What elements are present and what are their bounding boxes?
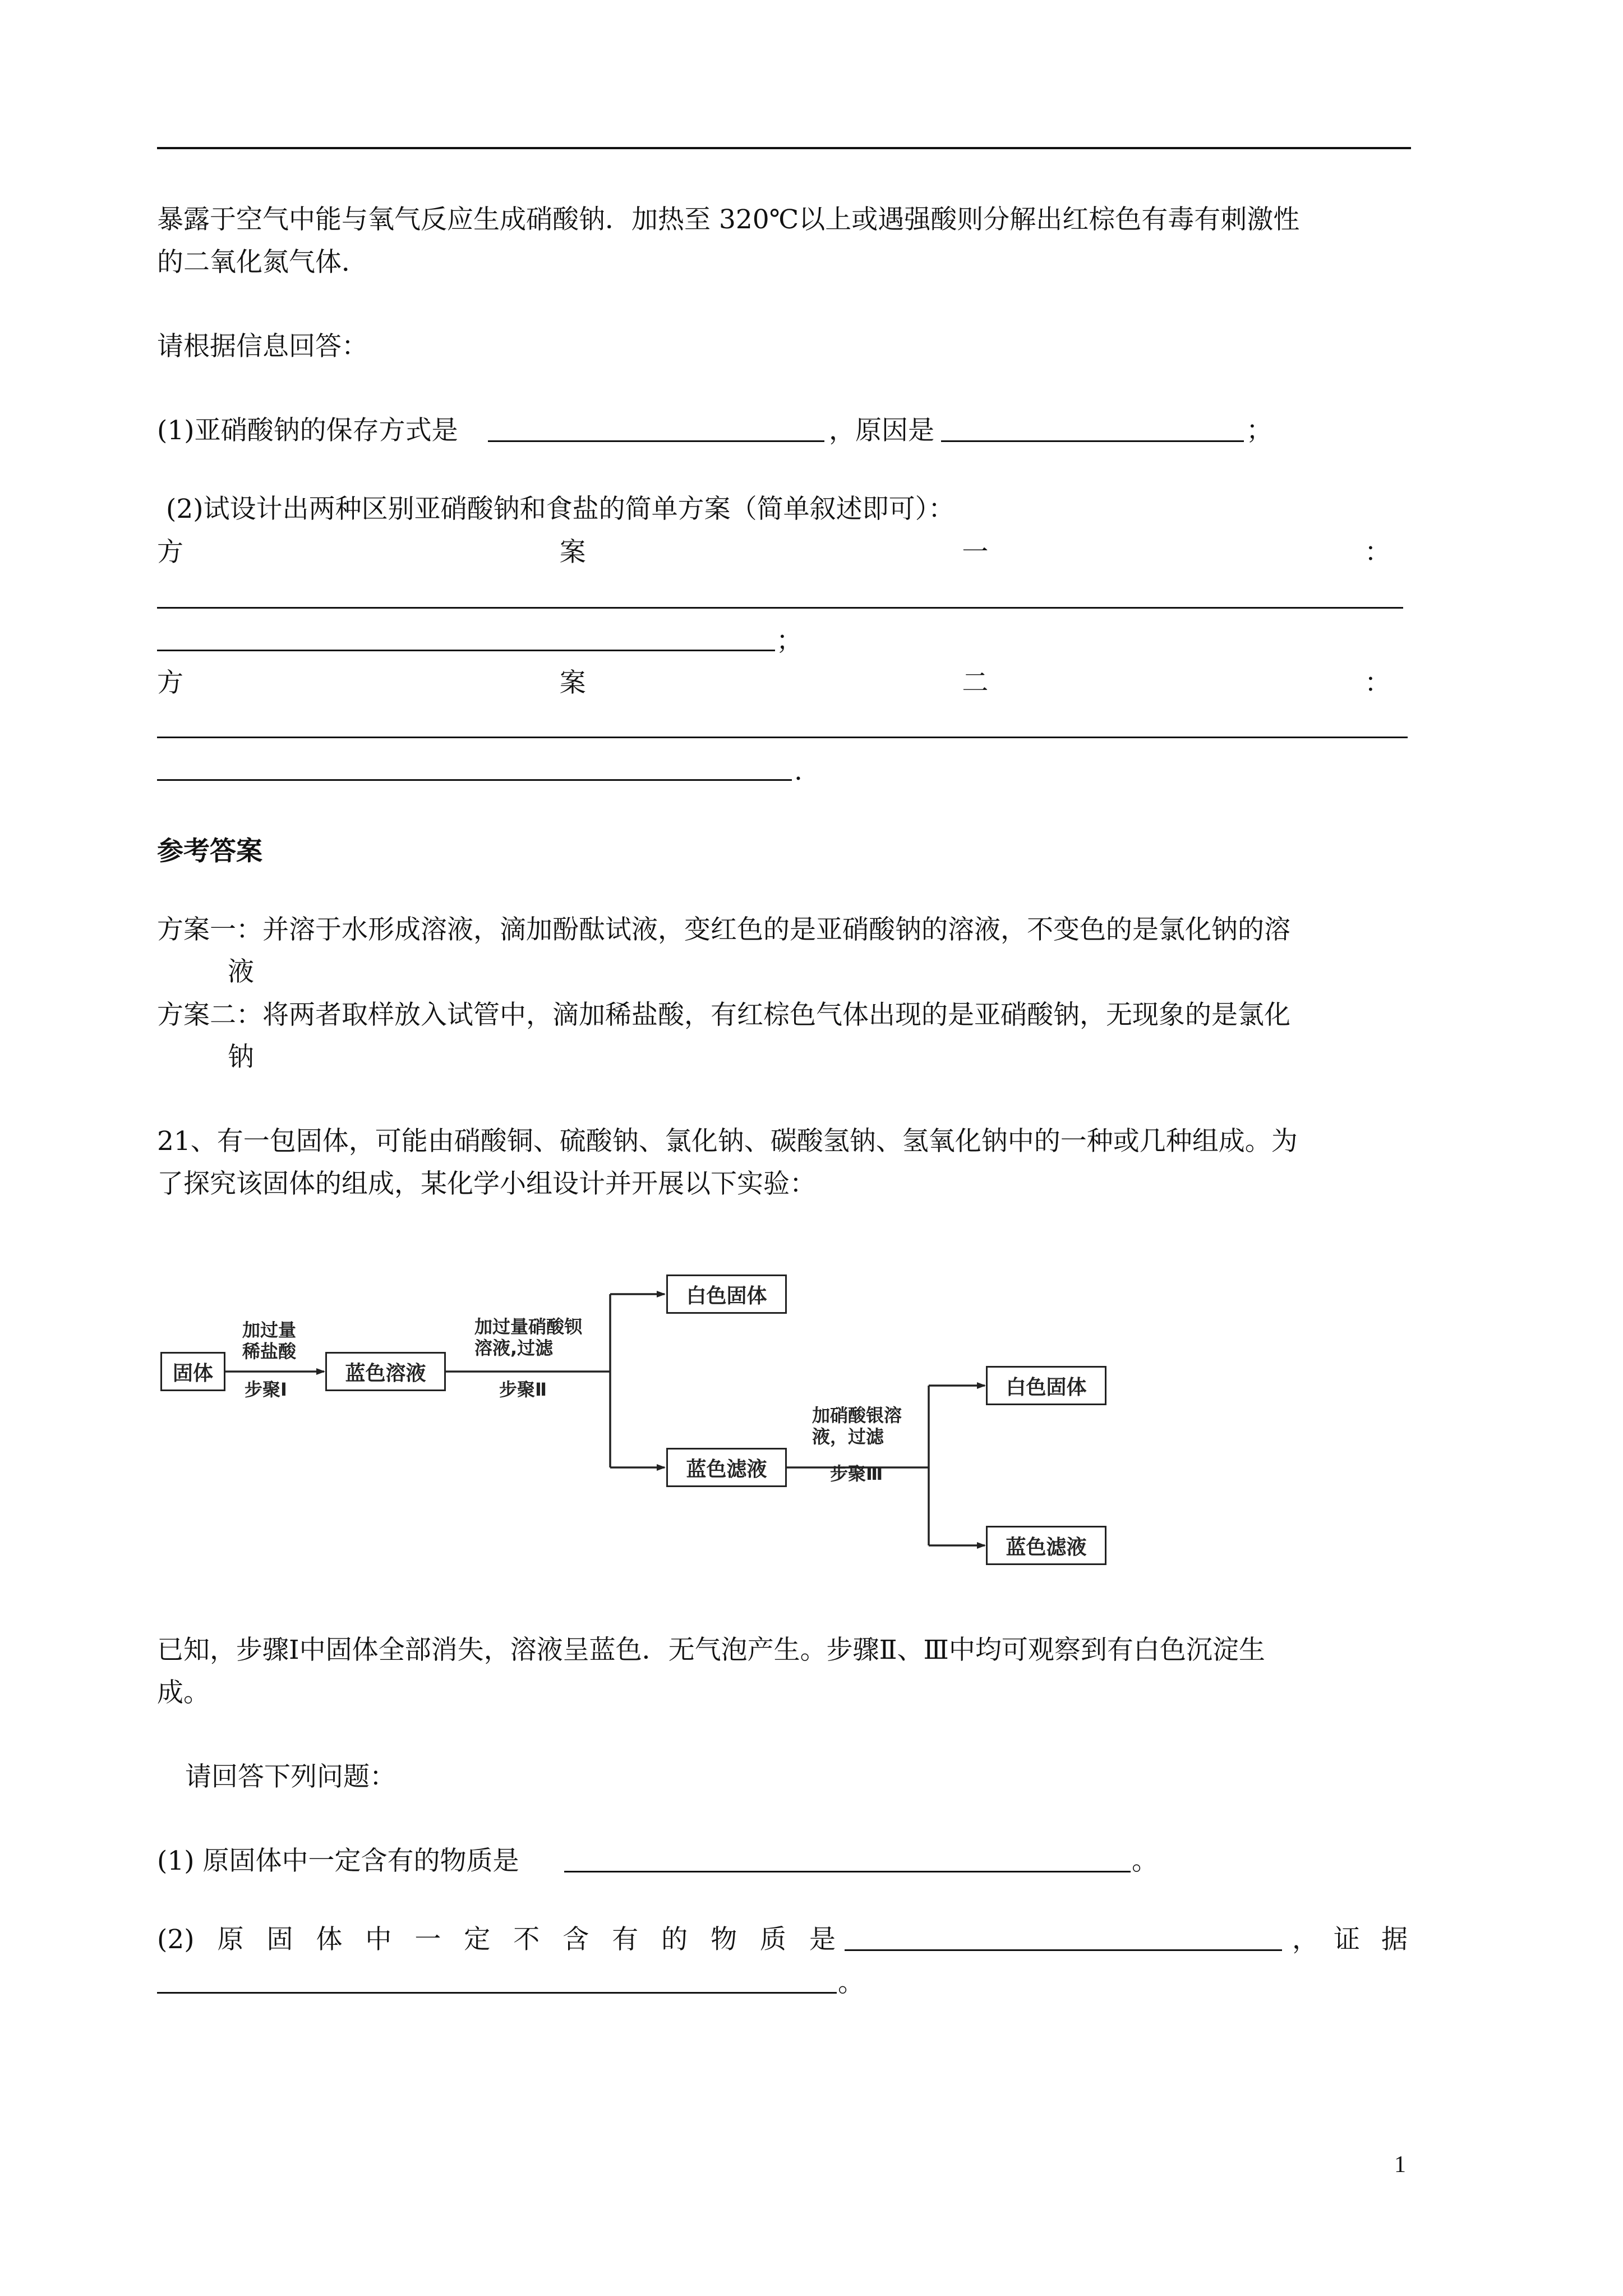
plan2-char: 案 xyxy=(559,668,586,698)
plan2-char: ： xyxy=(1364,668,1391,698)
q21-1-answer-blank[interactable] xyxy=(564,1871,1131,1872)
q1-label: (1)亚硝酸钠的保存方式是 xyxy=(157,415,458,446)
plan1-char: 一 xyxy=(962,537,989,568)
intro-line-2: 的二氧化氮气体． xyxy=(157,247,368,278)
answers-heading: 参考答案 xyxy=(157,836,262,867)
page-number: 1 xyxy=(1394,2152,1406,2178)
plan2-char: 方 xyxy=(157,668,183,698)
q21-2-char: 含 xyxy=(562,1924,589,1955)
q21-2-char: 是 xyxy=(809,1924,836,1955)
q21-2-char: 体 xyxy=(316,1924,343,1955)
q21-2-char: 质 xyxy=(760,1924,787,1955)
q2-label: (2)试设计出两种区别亚硝酸钠和食盐的简单方案（简单叙述即可）： xyxy=(166,494,955,524)
plan2-blank-line-2[interactable] xyxy=(157,779,792,781)
q21-2-char: 一 xyxy=(414,1924,441,1955)
plan1-spread-label xyxy=(157,536,1391,569)
known-line-2: 成。 xyxy=(157,1677,210,1708)
q21-2-char: 不 xyxy=(513,1924,540,1955)
q21-2-char: 固 xyxy=(266,1924,293,1955)
plan1-end: ； xyxy=(776,625,803,656)
answer-plan1-line-1: 方案一：并溶于水形成溶液，滴加酚酞试液，变红色的是亚硝酸钠的溶液，不变色的是氯化钠的溶 xyxy=(157,914,1290,945)
q21-2-char: 物 xyxy=(711,1924,737,1955)
q21-2-char: 中 xyxy=(365,1924,392,1955)
plan2-blank-line-1[interactable] xyxy=(157,737,1408,738)
node-white-solid-1: 白色固体 xyxy=(666,1274,787,1314)
node-solid: 固体 xyxy=(160,1352,225,1391)
q21-2-char: 有 xyxy=(612,1924,639,1955)
q21-2-char: 的 xyxy=(661,1924,688,1955)
header-rule xyxy=(157,147,1411,149)
q1-answer-blank-2[interactable] xyxy=(941,440,1244,442)
step3-name: 步聚Ⅲ xyxy=(830,1463,883,1484)
plan1-char: 方 xyxy=(157,537,183,568)
q21-line-2: 了探究该固体的组成，某化学小组设计并开展以下实验： xyxy=(157,1168,816,1199)
q21-2-char: (2) xyxy=(157,1924,195,1955)
intro-line-1: 暴露于空气中能与氧气反应生成硝酸钠．加热至 320℃以上或遇强酸则分解出红棕色有毒有刺激性 xyxy=(157,204,1300,235)
q21-2-char: 原 xyxy=(217,1924,244,1955)
node-white-solid-2: 白色固体 xyxy=(986,1366,1106,1405)
step1-reagent-label: 加过量 稀盐酸 xyxy=(242,1319,297,1362)
ask-text: 请回答下列问题： xyxy=(185,1761,396,1792)
q1-mid: ，原因是 xyxy=(829,415,934,446)
plan2-end: . xyxy=(794,756,803,786)
evidence-char: 证 xyxy=(1334,1924,1360,1955)
evidence-char: 据 xyxy=(1381,1924,1408,1955)
plan1-blank-line-2[interactable] xyxy=(157,650,775,651)
q21-2-evidence-label xyxy=(1334,1923,1408,1957)
q21-1-end: 。 xyxy=(1132,1846,1158,1876)
step2-reagent-label: 加过量硝酸钡 溶液,过滤 xyxy=(474,1316,583,1359)
prompt-text: 请根据信息回答： xyxy=(157,331,368,362)
node-blue-solution: 蓝色溶液 xyxy=(325,1352,446,1391)
plan2-char: 二 xyxy=(962,668,989,698)
q21-line-1: 21、有一包固体，可能由硝酸铜、硫酸钠、氯化钠、碳酸氢钠、氢氧化钠中的一种或几种组成。为 xyxy=(157,1126,1298,1157)
known-line-1: 已知，步骤Ⅰ中固体全部消失，溶液呈蓝色．无气泡产生。步骤Ⅱ、Ⅲ中均可观察到有白色沉淀生 xyxy=(157,1635,1265,1665)
plan1-blank-line-1[interactable] xyxy=(157,607,1403,609)
node-blue-filtrate-2: 蓝色滤液 xyxy=(986,1526,1106,1565)
q21-1-label: (1) 原固体中一定含有的物质是 xyxy=(157,1846,519,1876)
q1-end: ； xyxy=(1246,415,1272,446)
plan2-spread-label xyxy=(157,666,1391,700)
q21-2-answer-blank[interactable] xyxy=(845,1949,1282,1951)
answer-plan2-line-2: 钠 xyxy=(228,1042,254,1073)
q21-2-evidence-blank[interactable] xyxy=(157,1992,837,1994)
answer-plan2-line-1: 方案二：将两者取样放入试管中，滴加稀盐酸，有红棕色气体出现的是亚硝酸钠，无现象的是氯化 xyxy=(157,1000,1290,1030)
plan1-char: 案 xyxy=(559,537,586,568)
q21-2-char: 定 xyxy=(464,1924,491,1955)
answer-plan1-line-2: 液 xyxy=(228,956,254,987)
step1-name: 步聚Ⅰ xyxy=(245,1379,287,1400)
q1-answer-blank-1[interactable] xyxy=(488,440,824,442)
q21-2-end: 。 xyxy=(838,1967,864,1998)
q21-2-spread-label xyxy=(157,1923,836,1957)
node-blue-filtrate-1: 蓝色滤液 xyxy=(666,1448,787,1487)
q21-2-comma: ， xyxy=(1292,1924,1318,1955)
step3-reagent-label: 加硝酸银溶 液，过滤 xyxy=(812,1405,902,1447)
plan1-char: ： xyxy=(1364,537,1391,568)
step2-name: 步聚Ⅱ xyxy=(499,1379,547,1400)
